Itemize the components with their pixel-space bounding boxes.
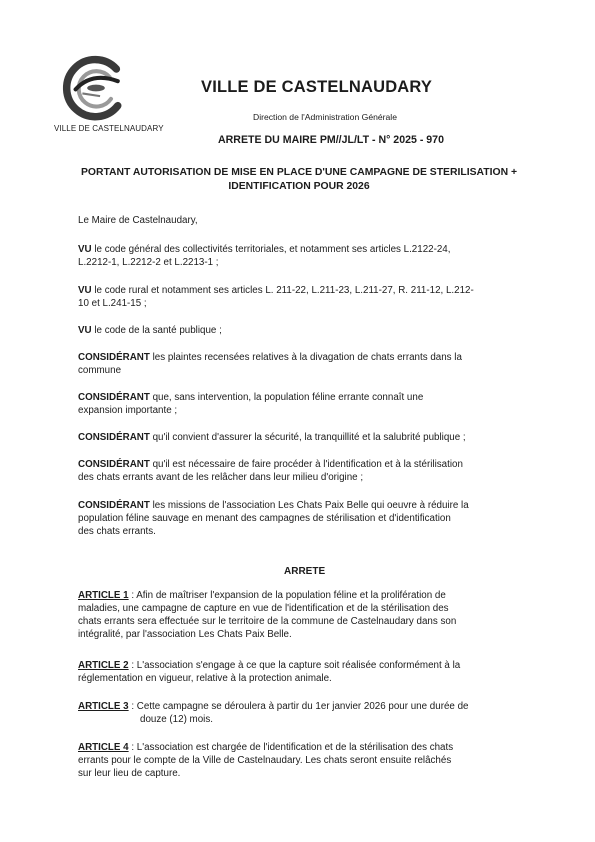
paragraph-text: le code général des collectivités territoriales, et notamment ses articles L.2122-24, bbox=[91, 244, 451, 255]
vu-paragraph bbox=[78, 324, 222, 337]
keyword: VU bbox=[78, 325, 92, 336]
article-paragraph bbox=[78, 700, 469, 725]
vu-paragraph bbox=[78, 284, 474, 310]
opening-line: Le Maire de Castelnaudary, bbox=[78, 215, 198, 226]
paragraph-text: que, sans intervention, la population féline errante connaît une bbox=[149, 392, 424, 403]
paragraph-text: population féline sauvage en menant des campagnes de stérilisation et d'identification bbox=[78, 513, 451, 524]
paragraph-text: douze (12) mois. bbox=[140, 714, 213, 725]
keyword: VU bbox=[78, 244, 92, 255]
paragraph-text: des chats errants avant de les relâcher dans leur milieu d'origine ; bbox=[78, 472, 364, 483]
article-label: ARTICLE 1 bbox=[78, 590, 129, 601]
paragraph-text: qu'il est nécessaire de faire procéder à l'identification et à la stérilisation bbox=[149, 459, 463, 470]
keyword: VU bbox=[78, 285, 92, 296]
keyword: CONSIDÉRANT bbox=[78, 352, 150, 363]
paragraph-text: chats errants sera effectuée sur le territoire de la commune de Castelnaudary dans son bbox=[78, 616, 457, 627]
document-title bbox=[70, 166, 528, 194]
document-title-line: PORTANT AUTORISATION DE MISE EN PLACE D'UNE CAMPAGNE DE STERILISATION + bbox=[80, 167, 518, 178]
castelnaudary-logo bbox=[62, 54, 130, 122]
paragraph-text: intégralité, par l'association Les Chats Paix Belle. bbox=[78, 629, 292, 640]
paragraph-text: : Cette campagne se déroulera à partir du 1er janvier 2026 pour une durée de bbox=[128, 701, 469, 712]
paragraph-text: les missions de l'association Les Chats Paix Belle qui oeuvre à réduire la bbox=[149, 500, 469, 511]
paragraph-text: errants pour le compte de la Ville de Castelnaudary. Les chats seront ensuite relâchés bbox=[78, 755, 452, 766]
paragraph-text: commune bbox=[78, 365, 122, 376]
considerant-paragraph bbox=[78, 351, 462, 377]
keyword: CONSIDÉRANT bbox=[78, 432, 150, 443]
considerant-paragraph bbox=[78, 499, 469, 538]
paragraph-text: sur leur lieu de capture. bbox=[78, 768, 181, 779]
article-paragraph bbox=[78, 659, 460, 685]
paragraph-text: L.2212-1, L.2212-2 et L.2213-1 ; bbox=[78, 257, 219, 268]
paragraph-text: les plaintes recensées relatives à la divagation de chats errants dans la bbox=[149, 352, 462, 363]
article-paragraph bbox=[78, 589, 456, 641]
direction-label: Direction de l'Administration Générale bbox=[253, 112, 397, 122]
article-label: ARTICLE 2 bbox=[78, 660, 129, 671]
keyword: CONSIDÉRANT bbox=[78, 459, 150, 470]
decision-heading: ARRETE bbox=[284, 566, 326, 577]
document-title-line: IDENTIFICATION POUR 2026 bbox=[228, 181, 370, 192]
considerant-paragraph bbox=[78, 458, 463, 484]
paragraph-text: qu'il convient d'assurer la sécurité, la tranquillité et la salubrité publique ; bbox=[149, 432, 466, 443]
keyword: CONSIDÉRANT bbox=[78, 500, 150, 511]
paragraph-text: le code de la santé publique ; bbox=[91, 325, 222, 336]
keyword: CONSIDÉRANT bbox=[78, 392, 150, 403]
paragraph-text: des chats errants. bbox=[78, 526, 156, 537]
paragraph-text: réglementation en vigueur, relative à la protection animale. bbox=[78, 673, 332, 684]
considerant-paragraph bbox=[78, 391, 423, 417]
paragraph-text: : L'association est chargée de l'identification et de la stérilisation des chats bbox=[128, 742, 454, 753]
paragraph-text: le code rural et notamment ses articles L. 211-22, L.211-23, L.211-27, R. 211-12, L.212- bbox=[91, 285, 474, 296]
arrete-number: ARRETE DU MAIRE PM//JL/LT - N° 2025 - 970 bbox=[218, 134, 444, 146]
logo-caption: VILLE DE CASTELNAUDARY bbox=[54, 124, 164, 133]
paragraph-text: : Afin de maîtriser l'expansion de la population féline et la prolifération de bbox=[128, 590, 446, 601]
paragraph-text: maladies, une campagne de capture en vue de l'identification et de la stérilisation des bbox=[78, 603, 449, 614]
considerant-paragraph bbox=[78, 431, 466, 444]
article-paragraph bbox=[78, 741, 453, 780]
vu-paragraph bbox=[78, 243, 450, 269]
article-label: ARTICLE 4 bbox=[78, 742, 129, 753]
article-label: ARTICLE 3 bbox=[78, 701, 129, 712]
paragraph-text: expansion importante ; bbox=[78, 405, 178, 416]
paragraph-text: : L'association s'engage à ce que la capture soit réalisée conformément à la bbox=[128, 660, 461, 671]
town-title: VILLE DE CASTELNAUDARY bbox=[201, 78, 433, 96]
paragraph-text: 10 et L.241-15 ; bbox=[78, 298, 147, 309]
